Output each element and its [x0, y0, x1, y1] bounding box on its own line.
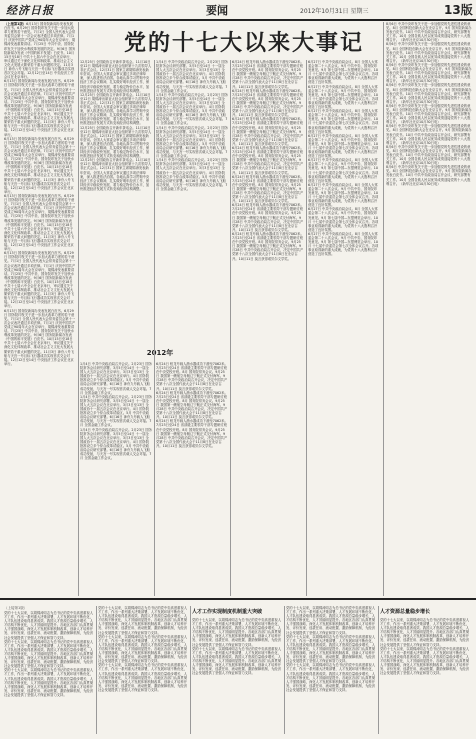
- column-text-repeat: 党的十七大以来，以胡锦涛同志为总书记的党中央高度重视人才工作，作出一系列重大决策部署，人才发展环境不断优化，人才队伍建设取得显著成效。我国人才资源总量稳步增长，人才结构不断优化，人才效能明显提升。各地区各部门认真贯彻人才强国战略，深化人才发展体制机制改革，创新人才培养开发、评价发现、选拔任用、流动配置、激励保障机制，为经济社会发展提供了坚强人才保证和智力支持。: [98, 634, 188, 664]
- column-text-repeat: 党的十七大以来，以胡锦涛同志为总书记的党中央高度重视人才工作，作出一系列重大决策部署，人才发展环境不断优化，人才队伍建设取得显著成效。我国人才资源总量稳步增长，人才结构不断优化，人才效能明显提升。各地区各部门认真贯彻人才强国战略，深化人才发展体制机制改革，创新人才培养开发、评价发现、选拔任用、流动配置、激励保障机制，为经济社会发展提供了坚强人才保证和智力支持。: [4, 668, 94, 697]
- column-text-repeat: 8月6日 中共中央印发关于进一步加强党的先进性建设的意见。8月 全国科技创新大会在北京召开。9月 国务院新闻办发表白皮书。10月 中共中央政治局召开会议，研究部署有关工作。10月 全国各族人民以优异成绩迎接党的十八大胜利召开。（新华社北京10月30日电）: [386, 103, 472, 125]
- column-text: 党的十七大以来，以胡锦涛同志为总书记的党中央高度重视人才工作，作出一系列重大决策部署，人才发展环境不断优化，人才队伍建设取得显著成效。我国人才资源总量稳步增长，人才结构不断优化，人才效能明显提升。各地区各部门认真贯彻人才强国战略，深化人才发展体制机制改革，创新人才培养开发、评价发现、选拔任用、流动配置、激励保障机制，为经济社会发展提供了坚强人才保证和智力支持。: [192, 618, 282, 647]
- year-subheading: 2012年: [146, 349, 174, 357]
- article-column-4: [232, 60, 304, 596]
- article-column-1: [4, 22, 76, 596]
- column-text-repeat: 6月24日 蛟龙号载人潜水器成功下潜至7062米。7月23日至24日 省部级主要领导干部专题研讨班在中央党校开班。8月 国务院常务会议。9月25日 我国第一艘航空母舰辽宁舰正式交付海军。9月28日 中共中央政治局召开会议，决定中国共产党第十八次全国代表大会于11月8日在北京召开。10月11日 莫言获得诺贝尔文学奖。: [232, 117, 304, 146]
- bottom-article: [0, 600, 476, 739]
- column-text-repeat: 6月24日 蛟龙号载人潜水器成功下潜至7062米。7月23日至24日 省部级主要领导干部专题研讨班在中央党校开班。8月 国务院常务会议。9月25日 我国第一艘航空母舰辽宁舰正式交付海军。9月28日 中共中央政治局召开会议，决定中国共产党第十八次全国代表大会于11月8日在北京召开。10月11日 莫言获得诺贝尔文学奖。: [156, 390, 228, 420]
- column-text-repeat: 8月6日 中共中央印发关于进一步加强党的先进性建设的意见。8月 全国科技创新大会在北京召开。9月 国务院新闻办发表白皮书。10月 中共中央政治局召开会议，研究部署有关工作。10月 全国各族人民以优异成绩迎接党的十八大胜利召开。（新华社北京10月30日电）: [386, 165, 472, 186]
- column-text-repeat: 12月25日 全国政协召开新年茶话会。11月10日至12日 胡锦涛出席亚太经合组织第十九次领导人非正式会议。12月31日 国家主席胡锦涛发表新年贺词。全国人大常委会审议通过多项法律草案，深入推进依法治国。各地认真学习贯彻中央经济工作会议精神，扎实做好明年经济工作，保持经济平稳较快发展，着力稳定物价总水平，加快推进经济发展方式转变和经济结构调整。: [80, 125, 152, 159]
- column-text-repeat: 6月27日 中共中央政治局会议。8月 全国人大常委会第二十八次会议。9月 中共中央、国务院印发意见。9月 第七届中国—东盟博览会举行。10月 十七届中央委员会第七次全体会议召开。各项事业取得新的重大成就，为党的十八大胜利召开营造了良好氛围。: [308, 84, 379, 110]
- column-divider: [284, 606, 285, 734]
- bottom-subheading: 人才工作实现制度机制重大突破: [192, 609, 263, 615]
- column-text-repeat: 8月6日 中共中央印发关于进一步加强党的先进性建设的意见。8月 全国科技创新大会在北京召开。9月 国务院新闻办发表白皮书。10月 中共中央政治局召开会议，研究部署有关工作。10月 全国各族人民以优异成绩迎接党的十八大胜利召开。（新华社北京10月30日电）: [386, 83, 472, 104]
- continued-label: （上接第1版）: [4, 22, 27, 26]
- column-text-repeat: 6月13日 国务院新闻办发表发展白皮书。6月29日 国务院印发关于进一步加大改革力度的若干意见。7月1日 全国人民代表大会常务委员会第十一次会议表决通过多项法律。7月1日 庆祝中国共产党成立90周年大会在京举行，胡锦涛发表重要讲话。7月25日 中共中央、国务院印发关于加快水利改革发展的决定。9月6日 国务院新闻办发表《中国的和平发展》白皮书。10月15日至18日 中共十七届六中全会在北京举行，审议通过关于深化文化体制改革、推动社会主义文化大发展大繁荣若干重大问题的决定。11月3日 神舟八号飞船与天宫一号目标飞行器成功实现首次交会对接。12月12日至14日 中央经济工作会议在北京举行。: [4, 136, 76, 194]
- article-column-5: [308, 60, 380, 596]
- column-text-repeat: 1月4日 中共中央政治局召开会议。2月23日 国务院常务会议研究部署。3月5日至14日 十一届全国人大五次会议在北京举行。3月3日至13日 全国政协十一届五次会议在北京举行。4月 国务院批准设立多个综合改革试验区。5月 中共中央政治局会议研究部署。6月16日 神舟九号载人飞船成功发射，与天宫一号实现首次载人交会对接。7月 全国金融工作会议。: [80, 427, 152, 461]
- column-text-repeat: 6月24日 蛟龙号载人潜水器成功下潜至7062米。7月23日至24日 省部级主要领导干部专题研讨班在中央党校开班。8月 国务院常务会议。9月25日 我国第一艘航空母舰辽宁舰正式交付海军。9月28日 中共中央政治局召开会议，决定中国共产党第十八次全国代表大会于11月8日在北京召开。10月11日 莫言获得诺贝尔文学奖。: [232, 88, 304, 118]
- continued-label: （上接第1版）: [4, 606, 28, 610]
- column-text-repeat: 党的十七大以来，以胡锦涛同志为总书记的党中央高度重视人才工作，作出一系列重大决策部署，人才发展环境不断优化，人才队伍建设取得显著成效。我国人才资源总量稳步增长，人才结构不断优化，人才效能明显提升。各地区各部门认真贯彻人才强国战略，深化人才发展体制机制改革，创新人才培养开发、评价发现、选拔任用、流动配置、激励保障机制，为经济社会发展提供了坚强人才保证和智力支持。: [4, 639, 94, 669]
- section-title: 要闻: [206, 4, 228, 17]
- column-text-repeat: 6月24日 蛟龙号载人潜水器成功下潜至7062米。7月23日至24日 省部级主要领导干部专题研讨班在中央党校开班。8月 国务院常务会议。9月25日 我国第一艘航空母舰辽宁舰正式交付海军。9月28日 中共中央政治局召开会议，决定中国共产党第十八次全国代表大会于11月8日在北京召开。10月11日 莫言获得诺贝尔文学奖。: [232, 174, 304, 204]
- column-text-repeat: 6月27日 中共中央政治局会议。8月 全国人大常委会第二十八次会议。9月 中共中央、国务院印发意见。9月 第七届中国—东盟博览会举行。10月 十七届中央委员会第七次全体会议召开。各项事业取得新的重大成就，为党的十八大胜利召开营造了良好氛围。: [308, 207, 379, 232]
- column-text-repeat: 6月13日 国务院新闻办发表发展白皮书。6月29日 国务院印发关于进一步加大改革力度的若干意见。7月1日 全国人民代表大会常务委员会第十一次会议表决通过多项法律。7月1日 庆祝中国共产党成立90周年大会在京举行，胡锦涛发表重要讲话。7月25日 中共中央、国务院印发关于加快水利改革发展的决定。9月6日 国务院新闻办发表《中国的和平发展》白皮书。10月15日至18日 中共十七届六中全会在北京举行，审议通过关于深化文化体制改革、推动社会主义文化大发展大繁荣若干重大问题的决定。11月3日 神舟八号飞船与天宫一号目标飞行器成功实现首次交会对接。12月12日至14日 中央经济工作会议在北京举行。: [4, 79, 76, 137]
- column-text-repeat: 6月27日 中共中央政治局会议。8月 全国人大常委会第二十八次会议。9月 中共中央、国务院印发意见。9月 第七届中国—东盟博览会举行。10月 十七届中央委员会第七次全体会议召开。各项事业取得新的重大成就，为党的十八大胜利召开营造了良好氛围。: [308, 133, 379, 159]
- column-text-repeat: 6月24日 蛟龙号载人潜水器成功下潜至7062米。7月23日至24日 省部级主要领导干部专题研讨班在中央党校开班。8月 国务院常务会议。9月25日 我国第一艘航空母舰辽宁舰正式交付海军。9月28日 中共中央政治局召开会议，决定中国共产党第十八次全国代表大会于11月8日在北京召开。10月11日 莫言获得诺贝尔文学奖。: [232, 231, 304, 261]
- column-text-repeat: 6月24日 蛟龙号载人潜水器成功下潜至7062米。7月23日至24日 省部级主要领导干部专题研讨班在中央党校开班。8月 国务院常务会议。9月25日 我国第一艘航空母舰辽宁舰正式交付海军。9月28日 中共中央政治局召开会议，决定中国共产党第十八次全国代表大会于11月8日在北京召开。10月11日 莫言获得诺贝尔文学奖。: [232, 203, 304, 232]
- column-text: 1月4日 中共中央政治局召开会议。2月23日 国务院常务会议研究部署。3月5日至14日 十一届全国人大五次会议在北京举行。3月3日至13日 全国政协十一届五次会议在北京举行。4月 国务院批准设立多个综合改革试验区。5月 中共中央政治局会议研究部署。6月16日 神舟九号载人飞船成功发射，与天宫一号实现首次载人交会对接。7月 全国金融工作会议。: [156, 60, 228, 93]
- masthead: [0, 0, 476, 21]
- column-divider: [378, 606, 379, 734]
- column-text-repeat: 1月4日 中共中央政治局召开会议。2月23日 国务院常务会议研究部署。3月5日至14日 十一届全国人大五次会议在北京举行。3月3日至13日 全国政协十一届五次会议在北京举行。4月 国务院批准设立多个综合改革试验区。5月 中共中央政治局会议研究部署。6月16日 神舟九号载人飞船成功发射，与天宫一号实现首次载人交会对接。7月 全国金融工作会议。: [156, 125, 228, 159]
- page-headline: 党的十七大以来大事记: [123, 30, 364, 56]
- column-text: 党的十七大以来，以胡锦涛同志为总书记的党中央高度重视人才工作，作出一系列重大决策部署，人才发展环境不断优化，人才队伍建设取得显著成效。我国人才资源总量稳步增长，人才结构不断优化，人才效能明显提升。各地区各部门认真贯彻人才强国战略，深化人才发展体制机制改革，创新人才培养开发、评价发现、选拔任用、流动配置、激励保障机制，为经济社会发展提供了坚强人才保证和智力支持。: [4, 611, 94, 640]
- column-text-repeat: 8月6日 中共中央印发关于进一步加强党的先进性建设的意见。8月 全国科技创新大会在北京召开。9月 国务院新闻办发表白皮书。10月 中共中央政治局召开会议，研究部署有关工作。10月 全国各族人民以优异成绩迎接党的十八大胜利召开。（新华社北京10月30日电）: [386, 42, 472, 63]
- bottom-column-5: [380, 606, 472, 736]
- page-number: 13版: [444, 3, 473, 17]
- newspaper-logo: 经济日报: [6, 4, 54, 17]
- column-text: 党的十七大以来，以胡锦涛同志为总书记的党中央高度重视人才工作，作出一系列重大决策部署，人才发展环境不断优化，人才队伍建设取得显著成效。我国人才资源总量稳步增长，人才结构不断优化，人才效能明显提升。各地区各部门认真贯彻人才强国战略，深化人才发展体制机制改革，创新人才培养开发、评价发现、选拔任用、流动配置、激励保障机制，为经济社会发展提供了坚强人才保证和智力支持。: [98, 606, 188, 635]
- column-divider: [190, 606, 191, 734]
- column-text-repeat: 8月6日 中共中央印发关于进一步加强党的先进性建设的意见。8月 全国科技创新大会在北京召开。9月 国务院新闻办发表白皮书。10月 中共中央政治局召开会议，研究部署有关工作。10月 全国各族人民以优异成绩迎接党的十八大胜利召开。（新华社北京10月30日电）: [386, 144, 472, 166]
- column-divider: [383, 22, 384, 596]
- article-column-3: [156, 60, 228, 345]
- article-column-2: [80, 60, 152, 345]
- column-text-repeat: 1月4日 中共中央政治局召开会议。2月23日 国务院常务会议研究部署。3月5日至14日 十一届全国人大五次会议在北京举行。3月3日至13日 全国政协十一届五次会议在北京举行。4月 国务院批准设立多个综合改革试验区。5月 中共中央政治局会议研究部署。6月16日 神舟九号载人飞船成功发射，与天宫一号实现首次载人交会对接。7月 全国金融工作会议。: [156, 158, 228, 191]
- bottom-subheading: 人才资源总量稳步增长: [380, 609, 431, 615]
- column-text-repeat: 党的十七大以来，以胡锦涛同志为总书记的党中央高度重视人才工作，作出一系列重大决策部署，人才发展环境不断优化，人才队伍建设取得显著成效。我国人才资源总量稳步增长，人才结构不断优化，人才效能明显提升。各地区各部门认真贯彻人才强国战略，深化人才发展体制机制改革，创新人才培养开发、评价发现、选拔任用、流动配置、激励保障机制，为经济社会发展提供了坚强人才保证和智力支持。: [380, 646, 470, 676]
- column-text-repeat: 党的十七大以来，以胡锦涛同志为总书记的党中央高度重视人才工作，作出一系列重大决策部署，人才发展环境不断优化，人才队伍建设取得显著成效。我国人才资源总量稳步增长，人才结构不断优化，人才效能明显提升。各地区各部门认真贯彻人才强国战略，深化人才发展体制机制改革，创新人才培养开发、评价发现、选拔任用、流动配置、激励保障机制，为经济社会发展提供了坚强人才保证和智力支持。: [192, 646, 282, 676]
- column-divider: [306, 60, 307, 596]
- column-text-repeat: 6月13日 国务院新闻办发表发展白皮书。6月29日 国务院印发关于进一步加大改革力度的若干意见。7月1日 全国人民代表大会常务委员会第十一次会议表决通过多项法律。7月1日 庆祝中国共产党成立90周年大会在京举行，胡锦涛发表重要讲话。7月25日 中共中央、国务院印发关于加快水利改革发展的决定。9月6日 国务院新闻办发表《中国的和平发展》白皮书。10月15日至18日 中共十七届六中全会在北京举行，审议通过关于深化文化体制改革、推动社会主义文化大发展大繁荣若干重大问题的决定。11月3日 神舟八号飞船与天宫一号目标飞行器成功实现首次交会对接。12月12日至14日 中央经济工作会议在北京举行。: [4, 251, 76, 309]
- column-text: 党的十七大以来，以胡锦涛同志为总书记的党中央高度重视人才工作，作出一系列重大决策部署，人才发展环境不断优化，人才队伍建设取得显著成效。我国人才资源总量稳步增长，人才结构不断优化，人才效能明显提升。各地区各部门认真贯彻人才强国战略，深化人才发展体制机制改革，创新人才培养开发、评价发现、选拔任用、流动配置、激励保障机制，为经济社会发展提供了坚强人才保证和智力支持。: [380, 618, 470, 647]
- column-text: 12月25日 全国政协召开新年茶话会。11月10日至12日 胡锦涛出席亚太经合组织第十九次领导人非正式会议。12月31日 国家主席胡锦涛发表新年贺词。全国人大常委会审议通过多项法律草案，深入推进依法治国。各地认真学习贯彻中央经济工作会议精神，扎实做好明年经济工作，保持经济平稳较快发展，着力稳定物价总水平，加快推进经济发展方式转变和经济结构调整。: [80, 60, 152, 93]
- column-divider: [230, 60, 231, 596]
- column-text-repeat: 党的十七大以来，以胡锦涛同志为总书记的党中央高度重视人才工作，作出一系列重大决策部署，人才发展环境不断优化，人才队伍建设取得显著成效。我国人才资源总量稳步增长，人才结构不断优化，人才效能明显提升。各地区各部门认真贯彻人才强国战略，深化人才发展体制机制改革，创新人才培养开发、评价发现、选拔任用、流动配置、激励保障机制，为经济社会发展提供了坚强人才保证和智力支持。: [98, 663, 188, 692]
- column-text-repeat: 1月4日 中共中央政治局召开会议。2月23日 国务院常务会议研究部署。3月5日至14日 十一届全国人大五次会议在北京举行。3月3日至13日 全国政协十一届五次会议在北京举行。4月 国务院批准设立多个综合改革试验区。5月 中共中央政治局会议研究部署。6月16日 神舟九号载人飞船成功发射，与天宫一号实现首次载人交会对接。7月 全国金融工作会议。: [80, 394, 152, 428]
- article-column-2b: [80, 362, 152, 596]
- column-text-repeat: 1月4日 中共中央政治局召开会议。2月23日 国务院常务会议研究部署。3月5日至14日 十一届全国人大五次会议在北京举行。3月3日至13日 全国政协十一届五次会议在北京举行。4月 国务院批准设立多个综合改革试验区。5月 中共中央政治局会议研究部署。6月16日 神舟九号载人飞船成功发射，与天宫一号实现首次载人交会对接。7月 全国金融工作会议。: [156, 92, 228, 126]
- bottom-column-1: [4, 606, 94, 736]
- column-text-repeat: 党的十七大以来，以胡锦涛同志为总书记的党中央高度重视人才工作，作出一系列重大决策部署，人才发展环境不断优化，人才队伍建设取得显著成效。我国人才资源总量稳步增长，人才结构不断优化，人才效能明显提升。各地区各部门认真贯彻人才强国战略，深化人才发展体制机制改革，创新人才培养开发、评价发现、选拔任用、流动配置、激励保障机制，为经济社会发展提供了坚强人才保证和智力支持。: [286, 663, 376, 692]
- bottom-column-2: [98, 606, 188, 736]
- column-text-repeat: 党的十七大以来，以胡锦涛同志为总书记的党中央高度重视人才工作，作出一系列重大决策部署，人才发展环境不断优化，人才队伍建设取得显著成效。我国人才资源总量稳步增长，人才结构不断优化，人才效能明显提升。各地区各部门认真贯彻人才强国战略，深化人才发展体制机制改革，创新人才培养开发、评价发现、选拔任用、流动配置、激励保障机制，为经济社会发展提供了坚强人才保证和智力支持。: [286, 634, 376, 664]
- column-text-repeat: 6月13日 国务院新闻办发表发展白皮书。6月29日 国务院印发关于进一步加大改革力度的若干意见。7月1日 全国人民代表大会常务委员会第十一次会议表决通过多项法律。7月1日 庆祝中国共产党成立90周年大会在京举行，胡锦涛发表重要讲话。7月25日 中共中央、国务院印发关于加快水利改革发展的决定。9月6日 国务院新闻办发表《中国的和平发展》白皮书。10月15日至18日 中共十七届六中全会在北京举行，审议通过关于深化文化体制改革、推动社会主义文化大发展大繁荣若干重大问题的决定。11月3日 神舟八号飞船与天宫一号目标飞行器成功实现首次交会对接。12月12日至14日 中央经济工作会议在北京举行。: [4, 193, 76, 252]
- column-text-repeat: 12月25日 全国政协召开新年茶话会。11月10日至12日 胡锦涛出席亚太经合组织第十九次领导人非正式会议。12月31日 国家主席胡锦涛发表新年贺词。全国人大常委会审议通过多项法律草案，深入推进依法治国。各地认真学习贯彻中央经济工作会议精神，扎实做好明年经济工作，保持经济平稳较快发展，着力稳定物价总水平，加快推进经济发展方式转变和经济结构调整。: [80, 158, 152, 191]
- bottom-column-4: [286, 606, 376, 736]
- column-divider: [154, 60, 155, 596]
- column-text-repeat: 12月25日 全国政协召开新年茶话会。11月10日至12日 胡锦涛出席亚太经合组织第十九次领导人非正式会议。12月31日 国家主席胡锦涛发表新年贺词。全国人大常委会审议通过多项法律草案，深入推进依法治国。各地认真学习贯彻中央经济工作会议精神，扎实做好明年经济工作，保持经济平稳较快发展，着力稳定物价总水平，加快推进经济发展方式转变和经济结构调整。: [80, 92, 152, 126]
- article-column-6: [386, 22, 472, 596]
- article-column-3b: [156, 362, 228, 596]
- column-text: 6月24日 蛟龙号载人潜水器成功下潜至7062米。7月23日至24日 省部级主要领导干部专题研讨班在中央党校开班。8月 国务院常务会议。9月25日 我国第一艘航空母舰辽宁舰正式交付海军。9月28日 中共中央政治局召开会议，决定中国共产党第十八次全国代表大会于11月8日在北京召开。10月11日 莫言获得诺贝尔文学奖。: [232, 60, 304, 89]
- column-text-repeat: 8月6日 中共中央印发关于进一步加强党的先进性建设的意见。8月 全国科技创新大会在北京召开。9月 国务院新闻办发表白皮书。10月 中共中央政治局召开会议，研究部署有关工作。10月 全国各族人民以优异成绩迎接党的十八大胜利召开。（新华社北京10月30日电）: [386, 62, 472, 84]
- column-divider: [78, 22, 79, 596]
- dateline: 2012年10月31日 星期三: [300, 8, 369, 15]
- column-text: 8月6日 中共中央印发关于进一步加强党的先进性建设的意见。8月 全国科技创新大会在北京召开。9月 国务院新闻办发表白皮书。10月 中共中央政治局召开会议，研究部署有关工作。10月 全国各族人民以优异成绩迎接党的十八大胜利召开。（新华社北京10月30日电）: [386, 22, 472, 43]
- column-text-repeat: 6月27日 中共中央政治局会议。8月 全国人大常委会第二十八次会议。9月 中共中央、国务院印发意见。9月 第七届中国—东盟博览会举行。10月 十七届中央委员会第七次全体会议召开。各项事业取得新的重大成就，为党的十八大胜利召开营造了良好氛围。: [308, 182, 379, 208]
- bottom-column-3: [192, 606, 282, 736]
- column-divider: [96, 606, 97, 734]
- column-text-repeat: 6月24日 蛟龙号载人潜水器成功下潜至7062米。7月23日至24日 省部级主要领导干部专题研讨班在中央党校开班。8月 国务院常务会议。9月25日 我国第一艘航空母舰辽宁舰正式交付海军。9月28日 中共中央政治局召开会议，决定中国共产党第十八次全国代表大会于11月8日在北京召开。10月11日 莫言获得诺贝尔文学奖。: [156, 419, 228, 448]
- column-text-repeat: 6月27日 中共中央政治局会议。8月 全国人大常委会第二十八次会议。9月 中共中央、国务院印发意见。9月 第七届中国—东盟博览会举行。10月 十七届中央委员会第七次全体会议召开。各项事业取得新的重大成就，为党的十八大胜利召开营造了良好氛围。: [308, 109, 379, 134]
- column-text: 党的十七大以来，以胡锦涛同志为总书记的党中央高度重视人才工作，作出一系列重大决策部署，人才发展环境不断优化，人才队伍建设取得显著成效。我国人才资源总量稳步增长，人才结构不断优化，人才效能明显提升。各地区各部门认真贯彻人才强国战略，深化人才发展体制机制改革，创新人才培养开发、评价发现、选拔任用、流动配置、激励保障机制，为经济社会发展提供了坚强人才保证和智力支持。: [286, 606, 376, 635]
- column-text: 6月13日 国务院新闻办发表发展白皮书。6月29日 国务院印发关于进一步加大改革力度的若干意见。7月1日 全国人民代表大会常务委员会第十一次会议表决通过多项法律。7月1日 庆祝中国共产党成立90周年大会在京举行，胡锦涛发表重要讲话。7月25日 中共中央、国务院印发关于加快水利改革发展的决定。9月6日 国务院新闻办发表《中国的和平发展》白皮书。10月15日至18日 中共十七届六中全会在北京举行，审议通过关于深化文化体制改革、推动社会主义文化大发展大繁荣若干重大问题的决定。11月3日 神舟八号飞船与天宫一号目标飞行器成功实现首次交会对接。12月12日至14日 中央经济工作会议在北京举行。: [4, 22, 76, 80]
- column-text: 6月27日 中共中央政治局会议。8月 全国人大常委会第二十八次会议。9月 中共中央、国务院印发意见。9月 第七届中国—东盟博览会举行。10月 十七届中央委员会第七次全体会议召开。各项事业取得新的重大成就，为党的十八大胜利召开营造了良好氛围。: [308, 60, 379, 85]
- column-text-repeat: 6月13日 国务院新闻办发表发展白皮书。6月29日 国务院印发关于进一步加大改革力度的若干意见。7月1日 全国人民代表大会常务委员会第十一次会议表决通过多项法律。7月1日 庆祝中国共产党成立90周年大会在京举行，胡锦涛发表重要讲话。7月25日 中共中央、国务院印发关于加快水利改革发展的决定。9月6日 国务院新闻办发表《中国的和平发展》白皮书。10月15日至18日 中共十七届六中全会在北京举行，审议通过关于深化文化体制改革、推动社会主义文化大发展大繁荣若干重大问题的决定。11月3日 神舟八号飞船与天宫一号目标飞行器成功实现首次交会对接。12月12日至14日 中央经济工作会议在北京举行。: [4, 308, 76, 366]
- column-text-repeat: 6月27日 中共中央政治局会议。8月 全国人大常委会第二十八次会议。9月 中共中央、国务院印发意见。9月 第七届中国—东盟博览会举行。10月 十七届中央委员会第七次全体会议召开。各项事业取得新的重大成就，为党的十八大胜利召开营造了良好氛围。: [308, 158, 379, 183]
- column-text: 6月24日 蛟龙号载人潜水器成功下潜至7062米。7月23日至24日 省部级主要领导干部专题研讨班在中央党校开班。8月 国务院常务会议。9月25日 我国第一艘航空母舰辽宁舰正式交付海军。9月28日 中共中央政治局召开会议，决定中国共产党第十八次全国代表大会于11月8日在北京召开。10月11日 莫言获得诺贝尔文学奖。: [156, 362, 228, 391]
- column-text-repeat: 6月27日 中共中央政治局会议。8月 全国人大常委会第二十八次会议。9月 中共中央、国务院印发意见。9月 第七届中国—东盟博览会举行。10月 十七届中央委员会第七次全体会议召开。各项事业取得新的重大成就，为党的十八大胜利召开营造了良好氛围。: [308, 231, 379, 257]
- column-text-repeat: 8月6日 中共中央印发关于进一步加强党的先进性建设的意见。8月 全国科技创新大会在北京召开。9月 国务院新闻办发表白皮书。10月 中共中央政治局召开会议，研究部署有关工作。10月 全国各族人民以优异成绩迎接党的十八大胜利召开。（新华社北京10月30日电）: [386, 124, 472, 145]
- column-text-repeat: 6月24日 蛟龙号载人潜水器成功下潜至7062米。7月23日至24日 省部级主要领导干部专题研讨班在中央党校开班。8月 国务院常务会议。9月25日 我国第一艘航空母舰辽宁舰正式交付海军。9月28日 中共中央政治局召开会议，决定中国共产党第十八次全国代表大会于11月8日在北京召开。10月11日 莫言获得诺贝尔文学奖。: [232, 145, 304, 175]
- column-text: 1月4日 中共中央政治局召开会议。2月23日 国务院常务会议研究部署。3月5日至14日 十一届全国人大五次会议在北京举行。3月3日至13日 全国政协十一届五次会议在北京举行。4月 国务院批准设立多个综合改革试验区。5月 中共中央政治局会议研究部署。6月16日 神舟九号载人飞船成功发射，与天宫一号实现首次载人交会对接。7月 全国金融工作会议。: [80, 362, 152, 395]
